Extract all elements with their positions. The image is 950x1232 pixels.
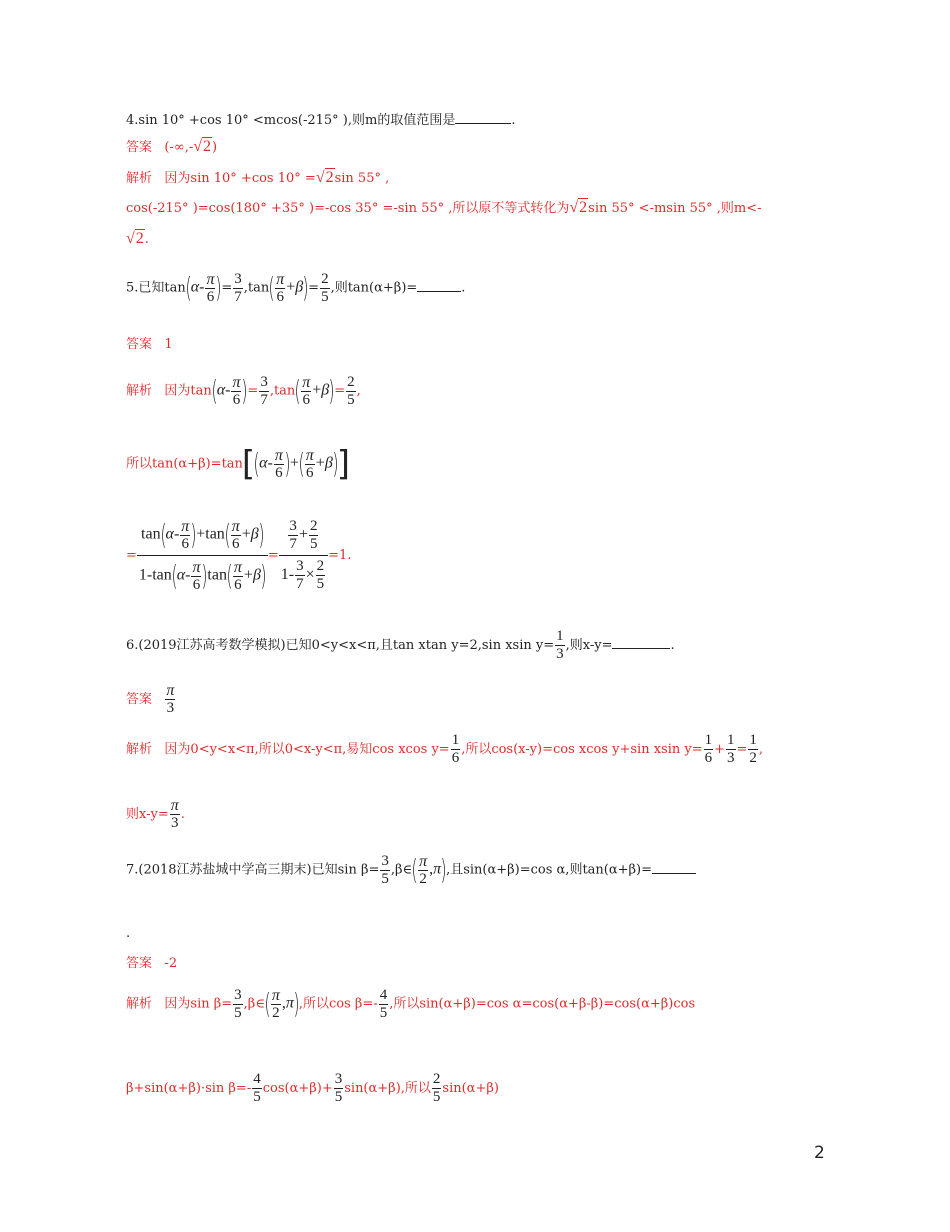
fraction: $\frac{\pi}{6}$: [232, 373, 241, 408]
answer-label: 答案: [126, 692, 153, 707]
q5-answer: 答案 1: [126, 337, 173, 352]
answer-blank: [612, 636, 670, 649]
fraction: $\frac{\pi}{6}$: [305, 446, 314, 481]
q7-question-end: .: [126, 926, 131, 941]
q6-answer: [126, 682, 176, 717]
q4-answer: 答案 (-∞,-√2): [126, 138, 218, 155]
fraction: $\frac{\pi}{6}$: [231, 517, 240, 552]
fraction: $\frac{\pi}{6}$: [302, 373, 311, 408]
q5-question: 5.已知tan(α- $\frac{\pi}{6}$ )= $\frac{3}{7}$ ,tan( $\frac{\pi}{6}$ +β)= $\frac{2}{5}$ ,则tan(α+β)= .: [126, 270, 466, 305]
q7-analysis-line2: β+sin(α+β)·sin β=- $\frac{4}{5}$ cos(α+β)+ $\frac{3}{5}$ sin(α+β),所以 $\frac{2}{5}$ sin(α+β): [126, 1071, 499, 1105]
analysis-label: 解析: [126, 996, 153, 1012]
q5-analysis-line3: = tan(α- $\frac{\pi}{6}$ )+tan( $\frac{\pi}{6}$ +β) 1-tan(α- $\frac{\pi}{6}$ )tan( $\frac{\pi}{6}$ +β) = $\frac{3}{7}$ + $\frac{2}{5}$ 1- $\frac{3}{7}$ × $\frac{2}{5}$ =1.: [126, 517, 352, 593]
fraction: $\frac{\pi}{2}$: [271, 986, 280, 1021]
q4-analysis-line1: 解析 因为sin 10° +cos 10° =√2sin 55° ,: [126, 169, 390, 186]
analysis-label: 解析: [126, 742, 153, 757]
fraction: $\frac{3}{7}$: [289, 518, 297, 552]
fraction: $\frac{2}{5}$: [347, 373, 355, 408]
fraction: $\frac{2}{5}$: [316, 558, 325, 592]
q7-analysis-line1: 解析 因为sin β= $\frac{3}{5}$ ,β∈( $\frac{\pi}{2}$ ,π),所以cos β=- $\frac{4}{5}$ ,所以sin(α+β)=cos α=cos(α+β-β)=cos(α+β)cos: [126, 986, 696, 1021]
q6-analysis-line1: 解析 因为0<y<x<π,所以0<x-y<π,易知cos xcos y= $\frac{1}{6}$ ,所以cos(x-y)=cos xcos y+sin xsin y= $\frac{1}{6}$ + $\frac{1}{3}$ = $\frac{1}{2}$ ,: [126, 732, 764, 766]
sqrt: √2: [193, 138, 212, 155]
fraction: $\frac{3}{5}$: [234, 986, 242, 1021]
answer-label: 答案: [126, 956, 153, 971]
fraction: $\frac{\pi}{6}$: [233, 558, 242, 593]
fraction: $\frac{3}{7}$: [234, 270, 242, 305]
sqrt: √2: [569, 199, 588, 216]
fraction: $\frac{3}{7}$: [296, 558, 304, 592]
answer-label: 答案: [126, 140, 153, 155]
q5-analysis-line1: 解析 因为tan(α- $\frac{\pi}{6}$ )= $\frac{3}{7}$ ,tan( $\frac{\pi}{6}$ +β)= $\frac{2}{5}$ ,: [126, 373, 361, 408]
fraction: $\frac{3}{5}$: [334, 1071, 343, 1105]
fraction: $\frac{2}{5}$: [309, 518, 318, 552]
fraction: $\frac{\pi}{2}$: [419, 852, 428, 887]
q4-analysis-line3: √2.: [126, 230, 149, 247]
sqrt: √2: [126, 230, 144, 247]
q6-question: 6.(2019江苏高考数学模拟)已知0<y<x<π,且tan xtan y=2,sin xsin y= $\frac{1}{3}$ ,则x-y= .: [126, 628, 675, 662]
fraction: $\frac{3}{5}$: [381, 852, 389, 887]
fraction: $\frac{\pi}{3}$: [170, 797, 179, 831]
answer-blank: [652, 861, 696, 874]
fraction: $\frac{1}{2}$: [749, 732, 757, 766]
q5-analysis-line2: 所以tan(α+β)=tan[(α- $\frac{\pi}{6}$ )+( $\frac{\pi}{6}$ +β)]: [126, 444, 350, 484]
fraction: $\frac{4}{5}$: [253, 1071, 261, 1105]
compound-fraction: tan(α- $\frac{\pi}{6}$ )+tan( $\frac{\pi}{6}$ +β) 1-tan(α- $\frac{\pi}{6}$ )tan( $\frac{\pi}{6}$ +β): [138, 517, 267, 593]
q7-answer: 答案 -2: [126, 956, 178, 971]
fraction: $\frac{4}{5}$: [379, 986, 388, 1021]
fraction: $\frac{\pi}{6}$: [192, 558, 201, 593]
sqrt: √2: [315, 169, 334, 186]
page-number: 2: [814, 1143, 825, 1163]
q6-analysis-line2: 则x-y= $\frac{\pi}{3}$ .: [126, 797, 185, 831]
analysis-label: 解析: [126, 171, 153, 186]
fraction: $\frac{1}{6}$: [451, 732, 460, 766]
fraction: $\frac{\pi}{6}$: [181, 517, 190, 552]
fraction: $\frac{3}{7}$: [260, 373, 268, 408]
answer-blank: [455, 111, 511, 124]
q4-analysis-line2: cos(-215° )=cos(180° +35° )=-cos 35° =-sin 55° ,所以原不等式转化为√2sin 55° <-msin 55° ,则m<-: [126, 199, 762, 216]
fraction: $\frac{1}{6}$: [704, 732, 713, 766]
q4-question: 4.sin 10° +cos 10° <mcos(-215° ),则m的取值范围是 .: [126, 113, 516, 128]
fraction: $\frac{\pi}{6}$: [274, 446, 283, 481]
q7-question: 7.(2018江苏盐城中学高三期末)已知sin β= $\frac{3}{5}$ ,β∈( $\frac{\pi}{2}$ ,π),且sin(α+β)=cos α,则tan(α+β)=: [126, 852, 696, 888]
fraction: $\frac{2}{5}$: [432, 1071, 441, 1105]
compound-fraction: $\frac{3}{7}$ + $\frac{2}{5}$ 1- $\frac{3}{7}$ × $\frac{2}{5}$: [279, 518, 328, 593]
answer-blank: [417, 279, 461, 292]
fraction: $\frac{1}{3}$: [556, 628, 564, 662]
fraction: $\frac{\pi}{6}$: [206, 270, 215, 305]
fraction: $\frac{2}{5}$: [321, 270, 329, 305]
fraction: $\frac{1}{3}$: [727, 732, 735, 766]
fraction: $\frac{\pi}{6}$: [276, 270, 285, 305]
fraction: $\frac{\pi}{3}$: [166, 682, 175, 716]
analysis-label: 解析: [126, 383, 153, 399]
answer-label: 答案: [126, 337, 153, 352]
